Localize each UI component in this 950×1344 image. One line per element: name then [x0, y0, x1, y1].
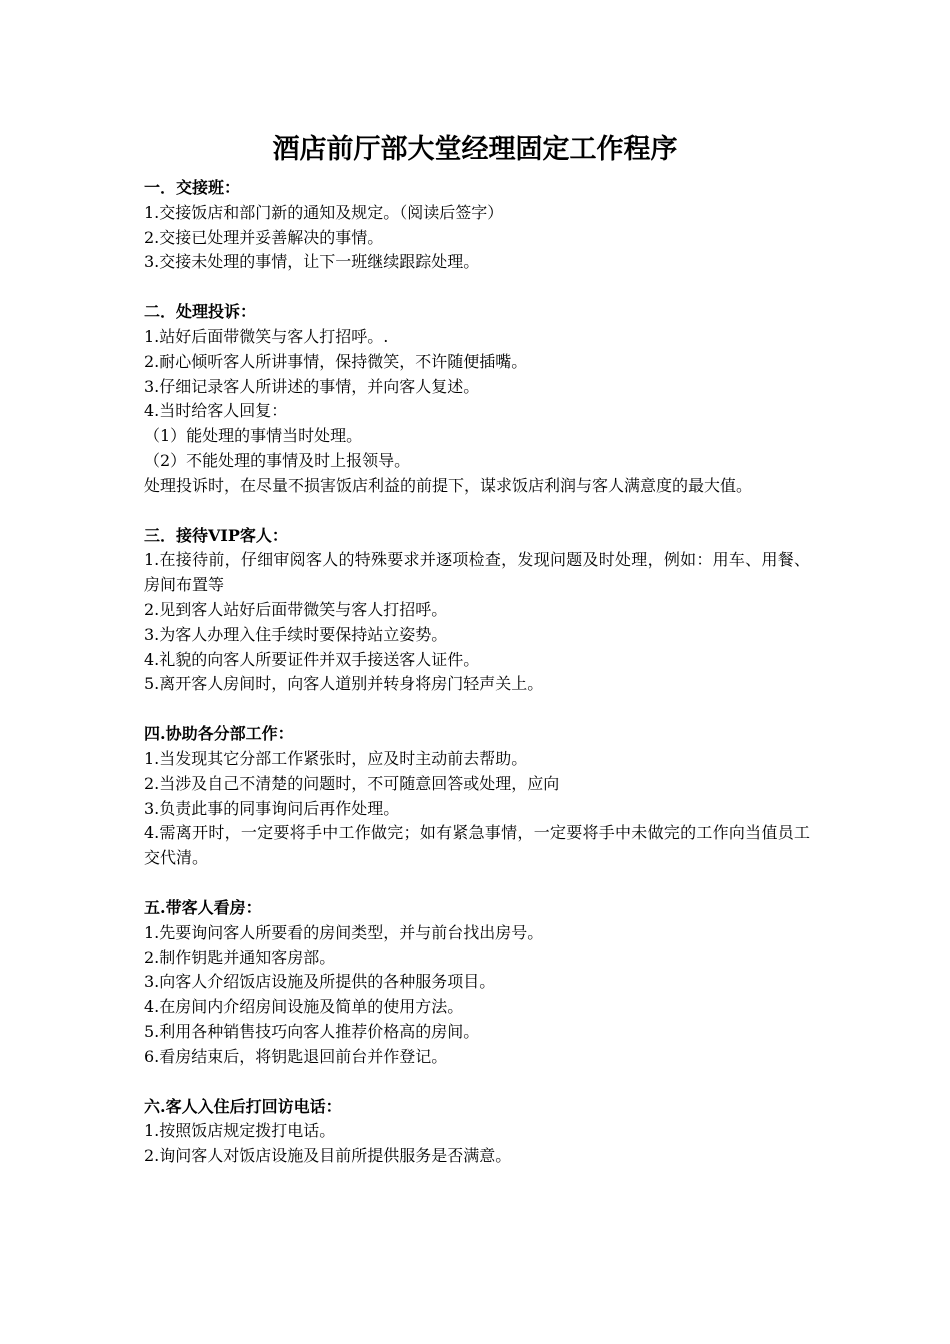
list-item: 2.交接已处理并妥善解决的事情。 — [144, 227, 384, 247]
section-handover — [144, 176, 810, 275]
list-item: 3.仔细记录客人所讲述的事情，并向客人复述。 — [144, 376, 480, 396]
section-heading: 四.协助各分部工作： — [144, 724, 294, 744]
list-item: 4.当时给客人回复： — [144, 401, 288, 421]
list-item: 1.交接饭店和部门新的通知及规定。（阅读后签字） — [144, 202, 504, 222]
list-item: 3.交接未处理的事情，让下一班继续跟踪处理。 — [144, 252, 480, 272]
list-item: 5.利用各种销售技巧向客人推荐价格高的房间。 — [144, 1021, 480, 1041]
list-item: 3.向客人介绍饭店设施及所提供的各种服务项目。 — [144, 972, 496, 992]
list-item: 1.按照饭店规定拨打电话。 — [144, 1121, 336, 1141]
list-item: 1.在接待前，仔细审阅客人的特殊要求并逐项检查，发现问题及时处理，例如：用车、用餐、房间布置等 — [144, 550, 810, 595]
section-assist-departments — [144, 722, 810, 871]
list-item: 2.见到客人站好后面带微笑与客人打招呼。 — [144, 599, 448, 619]
section-complaints — [144, 300, 810, 498]
section-heading: 六.客人入住后打回访电话： — [144, 1096, 342, 1116]
list-item: （1）能处理的事情当时处理。 — [144, 426, 363, 446]
section-room-showing — [144, 896, 810, 1070]
section-heading: 二．处理投诉： — [144, 302, 257, 322]
list-item: 1.先要询问客人所要看的房间类型，并与前台找出房号。 — [144, 922, 544, 942]
list-item: 1.当发现其它分部工作紧张时，应及时主动前去帮助。 — [144, 748, 528, 768]
document-body — [144, 176, 810, 1194]
list-item: 3.负责此事的同事询问后再作处理。 — [144, 798, 400, 818]
document-title: 酒店前厅部大堂经理固定工作程序 — [272, 134, 678, 165]
list-item: 2.制作钥匙并通知客房部。 — [144, 947, 336, 967]
list-item: 2.询问客人对饭店设施及目前所提供服务是否满意。 — [144, 1146, 512, 1166]
list-item: （2）不能处理的事情及时上报领导。 — [144, 450, 411, 470]
list-item: 2.耐心倾听客人所讲事情，保持微笑，不许随便插嘴。 — [144, 351, 528, 371]
list-item: 5.离开客人房间时，向客人道别并转身将房门轻声关上。 — [144, 674, 544, 694]
section-heading: 三．接待VIP客人： — [144, 525, 288, 545]
list-item: 6.看房结束后，将钥匙退回前台并作登记。 — [144, 1046, 448, 1066]
list-item: 3.为客人办理入住手续时要保持站立姿势。 — [144, 624, 448, 644]
section-heading: 五.带客人看房： — [144, 897, 262, 917]
list-item: 4.礼貌的向客人所要证件并双手接送客人证件。 — [144, 649, 480, 669]
list-item: 1.站好后面带微笑与客人打招呼。. — [144, 326, 389, 346]
paragraph: 处理投诉时，在尽量不损害饭店利益的前提下，谋求饭店利润与客人满意度的最大值。 — [144, 475, 753, 495]
section-follow-up-calls — [144, 1095, 810, 1169]
list-item: 2.当涉及自己不清楚的问题时，不可随意回答或处理，应向 — [144, 773, 560, 793]
list-item: 4.在房间内介绍房间设施及简单的使用方法。 — [144, 997, 464, 1017]
list-item: 4.需离开时，一定要将手中工作做完；如有紧急事情，一定要将手中未做完的工作向当值员工交代清。 — [144, 823, 810, 868]
section-vip-guests — [144, 524, 810, 698]
section-heading: 一．交接班： — [144, 178, 241, 197]
